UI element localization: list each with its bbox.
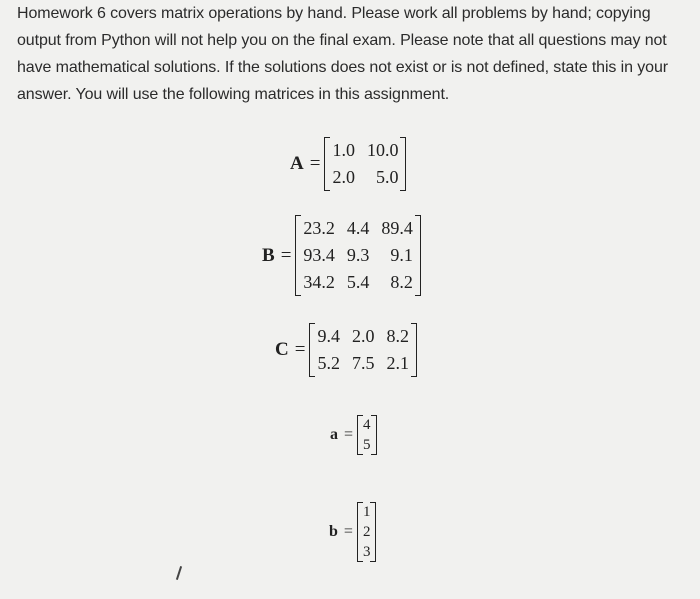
vector-b-equation (329, 502, 374, 562)
matrix-a-cell: 5.0 (375, 167, 399, 187)
matrix-b-cell: 34.2 (303, 272, 335, 292)
instructions-line: answer. You will use the following matrices in this assignment. (17, 86, 450, 103)
matrix-b-cell: 5.4 (346, 272, 370, 292)
vector-b-label: b (329, 523, 338, 540)
instructions-line: output from Python will not help you on the final exam. Please note that all questions may not (17, 32, 667, 49)
matrix-b-equation (262, 215, 419, 296)
equals-sign: = (344, 426, 354, 443)
matrix-b-cell: 89.4 (381, 218, 413, 238)
matrix-c-cell: 7.5 (351, 353, 375, 373)
matrix-a-label: A (290, 153, 304, 174)
equals-sign: = (294, 339, 306, 360)
matrix-b-cell: 4.4 (346, 218, 370, 238)
matrix-c-cell: 2.0 (351, 326, 375, 346)
vector-b (359, 502, 375, 562)
equals-sign: = (309, 153, 321, 174)
matrix-c-equation (275, 323, 415, 377)
matrix-b-label: B (262, 244, 275, 266)
vector-b-cell: 3 (362, 544, 371, 560)
vector-a-label: a (330, 426, 338, 443)
matrix-b-cell: 23.2 (303, 218, 335, 238)
stray-pen-mark (176, 566, 182, 580)
matrix-b-cell: 9.1 (390, 245, 413, 265)
instructions-line: have mathematical solutions. If the solutions does not exist or is not defined, state this in your (17, 59, 669, 76)
vector-b-cell: 2 (362, 524, 371, 540)
equals-sign: = (343, 523, 353, 540)
matrix-a-cell: 2.0 (332, 167, 355, 187)
matrix-c-cell: 9.4 (317, 326, 340, 346)
matrix-a-cell: 10.0 (366, 140, 399, 160)
matrix-b (297, 215, 419, 296)
matrix-a-equation (290, 137, 404, 191)
vector-b-cell: 1 (362, 504, 371, 520)
matrix-c-cell: 2.1 (386, 353, 409, 373)
vector-a (359, 415, 375, 455)
matrix-c-label: C (275, 339, 289, 360)
vector-a-cell: 4 (363, 417, 371, 433)
equals-sign: = (280, 244, 292, 266)
vector-a-cell: 5 (363, 437, 371, 453)
instructions-line: Homework 6 covers matrix operations by hand. Please work all problems by hand; copying (17, 5, 651, 22)
matrix-b-cell: 93.4 (303, 245, 335, 265)
matrix-c-cell: 5.2 (317, 353, 340, 373)
instructions-paragraph (17, 0, 697, 108)
matrix-c (311, 323, 415, 377)
matrix-b-cell: 9.3 (346, 245, 370, 265)
matrix-a (326, 137, 404, 191)
matrix-a-cell: 1.0 (332, 140, 355, 160)
matrix-b-cell: 8.2 (390, 272, 413, 292)
vector-a-equation (330, 415, 375, 455)
matrix-c-cell: 8.2 (386, 326, 409, 346)
